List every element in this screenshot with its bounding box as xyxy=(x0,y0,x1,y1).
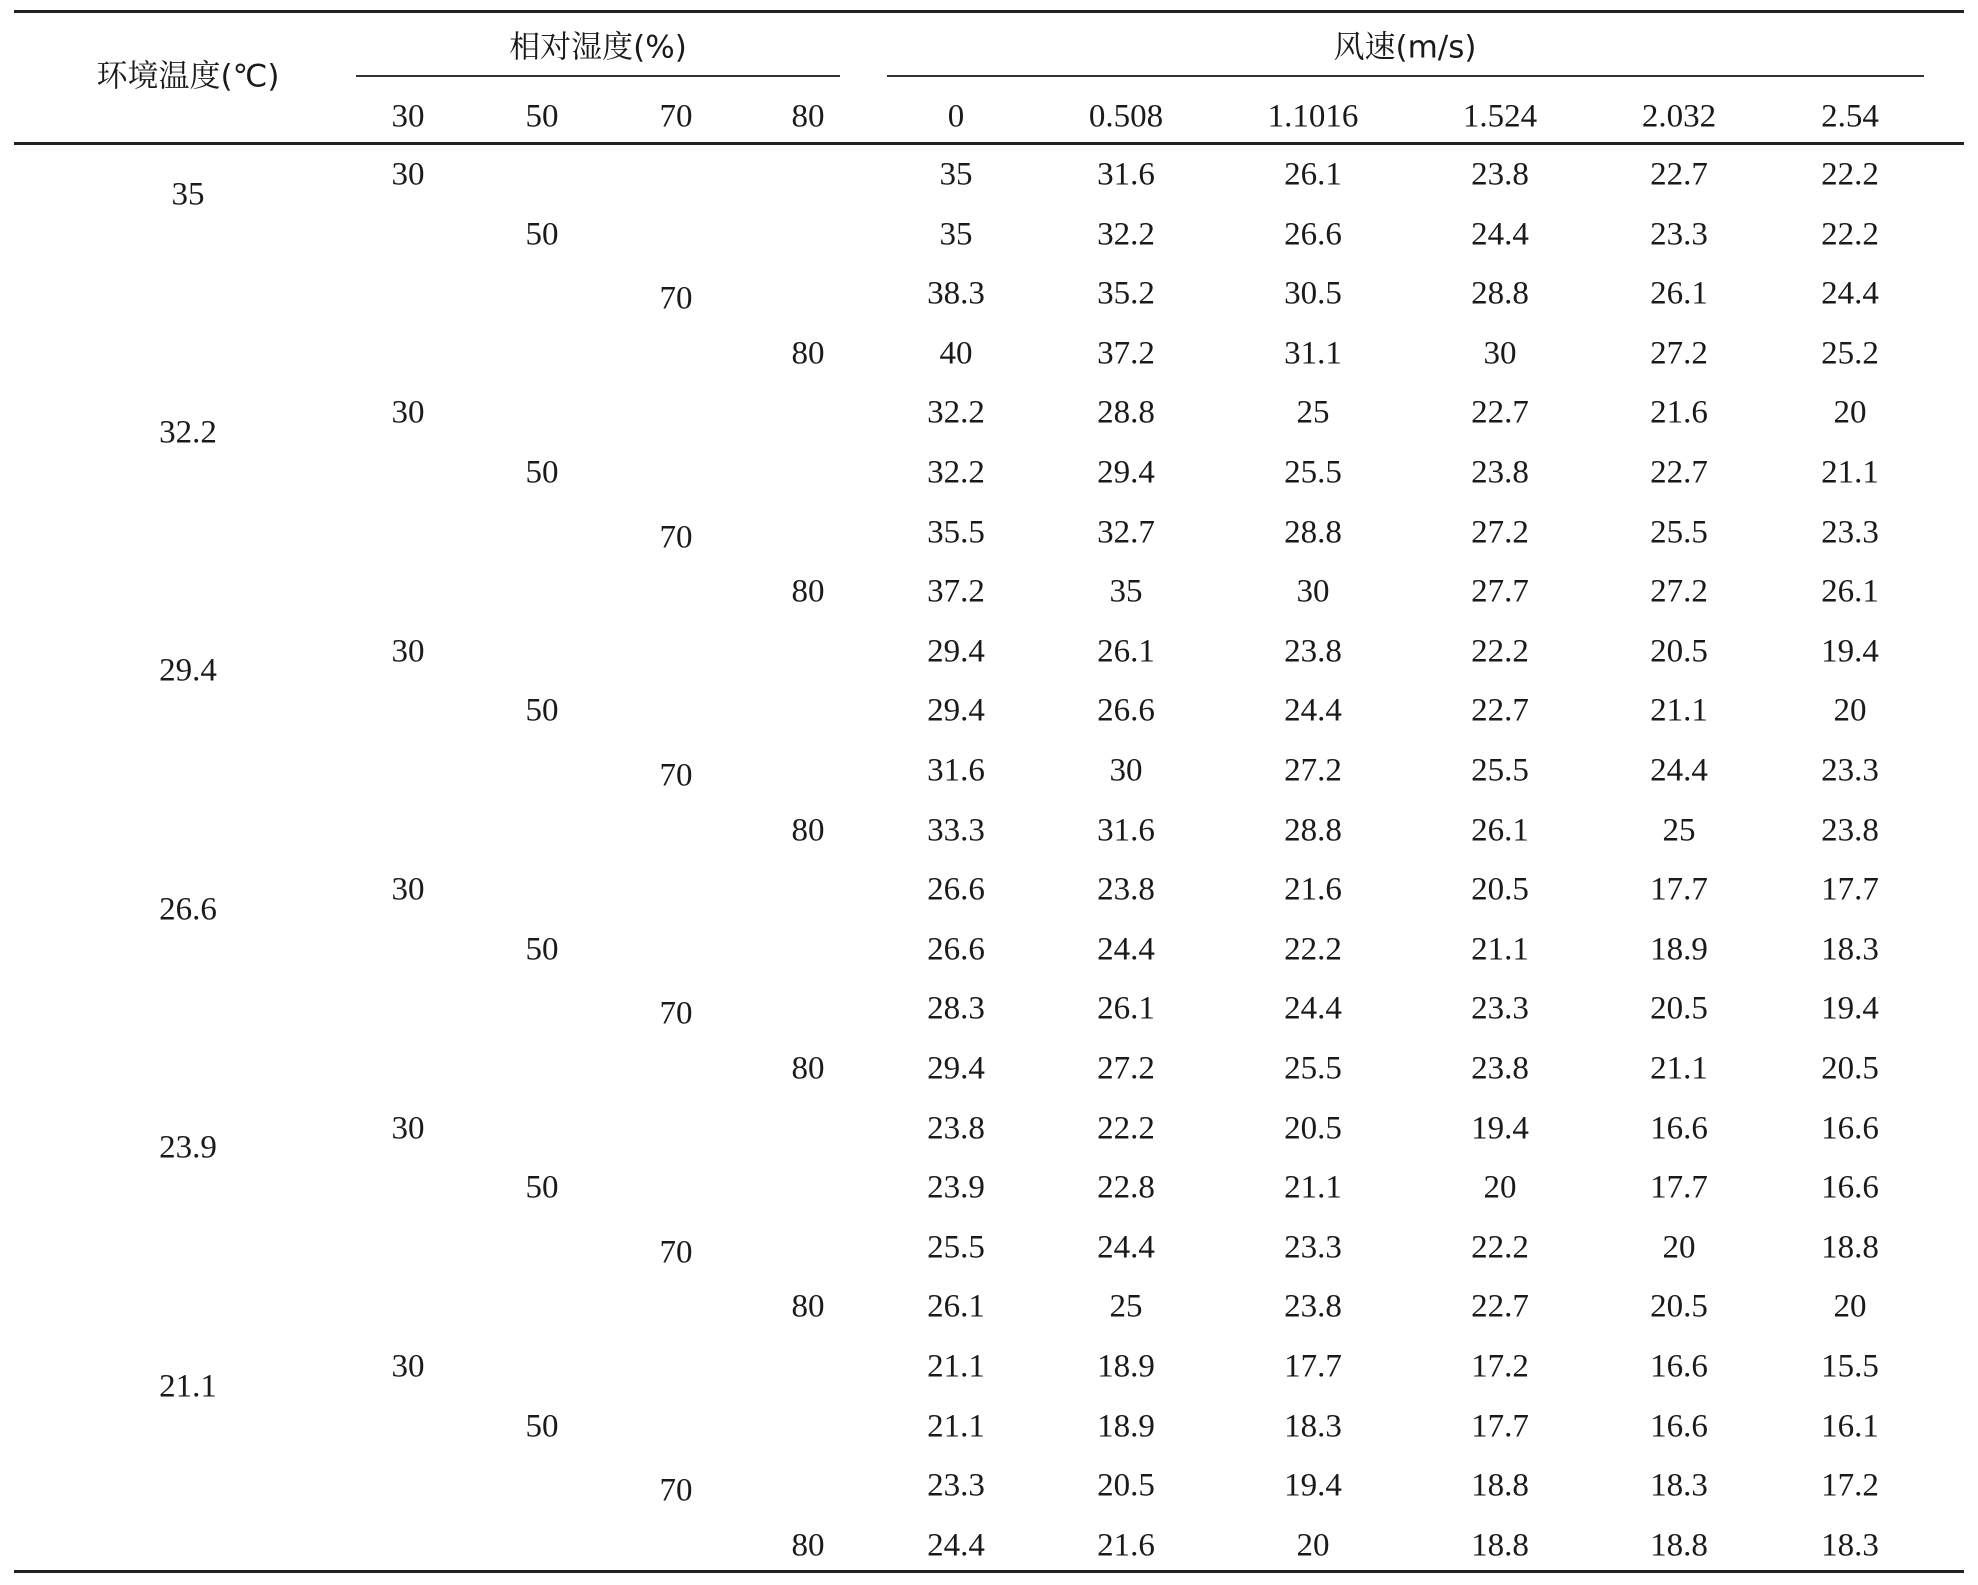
value-cell: 23.3 xyxy=(1821,752,1879,789)
value-cell: 26.1 xyxy=(1097,990,1155,1027)
value-cell: 31.6 xyxy=(1097,156,1155,193)
value-cell: 20.5 xyxy=(1471,871,1529,908)
value-cell: 40 xyxy=(939,335,973,372)
humidity-cell: 50 xyxy=(525,454,559,491)
value-cell: 24.4 xyxy=(1821,275,1879,312)
value-cell: 27.2 xyxy=(1650,573,1708,610)
value-cell: 24.4 xyxy=(1097,1229,1155,1266)
ambient-temp-cell: 23.9 xyxy=(159,1129,217,1166)
value-cell: 21.1 xyxy=(927,1408,985,1445)
value-cell: 21.1 xyxy=(1650,1050,1708,1087)
value-cell: 25 xyxy=(1662,812,1696,849)
value-cell: 23.8 xyxy=(1471,454,1529,491)
value-cell: 32.7 xyxy=(1097,514,1155,551)
value-cell: 22.2 xyxy=(1471,1229,1529,1266)
value-cell: 22.2 xyxy=(1471,633,1529,670)
value-cell: 26.1 xyxy=(1650,275,1708,312)
value-cell: 17.7 xyxy=(1821,871,1879,908)
value-cell: 16.6 xyxy=(1650,1408,1708,1445)
value-cell: 26.1 xyxy=(927,1288,985,1325)
value-cell: 29.4 xyxy=(927,633,985,670)
value-cell: 20.5 xyxy=(1650,1288,1708,1325)
value-cell: 26.1 xyxy=(1284,156,1342,193)
value-cell: 17.2 xyxy=(1471,1348,1529,1385)
humidity-cell: 70 xyxy=(659,757,693,794)
value-cell: 24.4 xyxy=(1650,752,1708,789)
ambient-temp-cell: 32.2 xyxy=(159,414,217,451)
humidity-cell: 70 xyxy=(659,1472,693,1509)
value-cell: 18.8 xyxy=(1471,1467,1529,1504)
value-cell: 18.8 xyxy=(1471,1527,1529,1564)
value-cell: 28.8 xyxy=(1284,514,1342,551)
value-cell: 19.4 xyxy=(1821,990,1879,1027)
wind-col-header: 1.524 xyxy=(1462,98,1538,135)
value-cell: 29.4 xyxy=(1097,454,1155,491)
value-cell: 35 xyxy=(1109,573,1143,610)
humidity-cell: 30 xyxy=(391,394,425,431)
humidity-cell: 80 xyxy=(791,1050,825,1087)
value-cell: 23.8 xyxy=(1471,1050,1529,1087)
value-cell: 22.2 xyxy=(1097,1110,1155,1147)
value-cell: 21.1 xyxy=(1284,1169,1342,1206)
value-cell: 37.2 xyxy=(927,573,985,610)
value-cell: 22.7 xyxy=(1471,692,1529,729)
value-cell: 24.4 xyxy=(1097,931,1155,968)
value-cell: 20.5 xyxy=(1284,1110,1342,1147)
value-cell: 18.3 xyxy=(1650,1467,1708,1504)
humidity-cell: 80 xyxy=(791,1527,825,1564)
value-cell: 22.2 xyxy=(1821,216,1879,253)
value-cell: 18.3 xyxy=(1821,931,1879,968)
wind-col-header: 1.1016 xyxy=(1267,98,1359,135)
value-cell: 20.5 xyxy=(1650,633,1708,670)
humidity-col-header: 70 xyxy=(659,98,693,135)
value-cell: 37.2 xyxy=(1097,335,1155,372)
humidity-cell: 30 xyxy=(391,1110,425,1147)
value-cell: 28.8 xyxy=(1097,394,1155,431)
value-cell: 26.1 xyxy=(1471,812,1529,849)
humidity-cell: 30 xyxy=(391,156,425,193)
value-cell: 21.1 xyxy=(1821,454,1879,491)
value-cell: 31.6 xyxy=(927,752,985,789)
value-cell: 23.8 xyxy=(1284,633,1342,670)
value-cell: 28.8 xyxy=(1284,812,1342,849)
value-cell: 20 xyxy=(1833,1288,1867,1325)
value-cell: 26.1 xyxy=(1097,633,1155,670)
humidity-cell: 50 xyxy=(525,1169,559,1206)
value-cell: 26.6 xyxy=(927,931,985,968)
value-cell: 17.7 xyxy=(1650,871,1708,908)
value-cell: 35.5 xyxy=(927,514,985,551)
humidity-cell: 30 xyxy=(391,871,425,908)
value-cell: 23.3 xyxy=(1821,514,1879,551)
ambient-temp-cell: 35 xyxy=(171,176,205,213)
value-cell: 20 xyxy=(1296,1527,1330,1564)
humidity-col-header: 50 xyxy=(525,98,559,135)
humidity-cell: 50 xyxy=(525,1408,559,1445)
value-cell: 23.3 xyxy=(1650,216,1708,253)
value-cell: 18.9 xyxy=(1097,1408,1155,1445)
humidity-cell: 30 xyxy=(391,1348,425,1385)
value-cell: 23.8 xyxy=(927,1110,985,1147)
value-cell: 20.5 xyxy=(1650,990,1708,1027)
value-cell: 32.2 xyxy=(1097,216,1155,253)
value-cell: 23.3 xyxy=(927,1467,985,1504)
value-cell: 25.5 xyxy=(1284,1050,1342,1087)
value-cell: 18.8 xyxy=(1650,1527,1708,1564)
value-cell: 23.8 xyxy=(1284,1288,1342,1325)
value-cell: 22.7 xyxy=(1471,1288,1529,1325)
value-cell: 29.4 xyxy=(927,1050,985,1087)
value-cell: 21.6 xyxy=(1650,394,1708,431)
value-cell: 22.7 xyxy=(1650,156,1708,193)
humidity-cell: 80 xyxy=(791,335,825,372)
humidity-cell: 70 xyxy=(659,1234,693,1271)
value-cell: 23.8 xyxy=(1471,156,1529,193)
value-cell: 16.6 xyxy=(1650,1348,1708,1385)
value-cell: 20 xyxy=(1833,394,1867,431)
value-cell: 26.6 xyxy=(1284,216,1342,253)
value-cell: 24.4 xyxy=(927,1527,985,1564)
value-cell: 22.7 xyxy=(1650,454,1708,491)
humidity-cell: 50 xyxy=(525,931,559,968)
wind-col-header: 2.54 xyxy=(1821,98,1879,135)
value-cell: 25 xyxy=(1296,394,1330,431)
value-cell: 27.2 xyxy=(1284,752,1342,789)
value-cell: 25.5 xyxy=(1650,514,1708,551)
value-cell: 24.4 xyxy=(1471,216,1529,253)
value-cell: 17.7 xyxy=(1650,1169,1708,1206)
humidity-col-header: 80 xyxy=(791,98,825,135)
value-cell: 20 xyxy=(1483,1169,1517,1206)
value-cell: 25 xyxy=(1109,1288,1143,1325)
value-cell: 26.6 xyxy=(1097,692,1155,729)
wind-col-header: 2.032 xyxy=(1641,98,1717,135)
value-cell: 16.6 xyxy=(1821,1169,1879,1206)
value-cell: 19.4 xyxy=(1284,1467,1342,1504)
value-cell: 20 xyxy=(1662,1229,1696,1266)
value-cell: 26.6 xyxy=(927,871,985,908)
value-cell: 19.4 xyxy=(1821,633,1879,670)
value-cell: 18.9 xyxy=(1650,931,1708,968)
top-rule xyxy=(14,10,1964,13)
humidity-cell: 30 xyxy=(391,633,425,670)
value-cell: 31.1 xyxy=(1284,335,1342,372)
value-cell: 16.1 xyxy=(1821,1408,1879,1445)
value-cell: 21.6 xyxy=(1097,1527,1155,1564)
value-cell: 25.5 xyxy=(927,1229,985,1266)
humidity-cell: 50 xyxy=(525,216,559,253)
ambient-temp-header: 环境温度(℃) xyxy=(96,58,280,95)
value-cell: 20.5 xyxy=(1097,1467,1155,1504)
value-cell: 17.2 xyxy=(1821,1467,1879,1504)
ambient-temp-cell: 26.6 xyxy=(159,891,217,928)
humidity-col-header: 30 xyxy=(391,98,425,135)
value-cell: 21.1 xyxy=(927,1348,985,1385)
value-cell: 35 xyxy=(939,156,973,193)
value-cell: 27.7 xyxy=(1471,573,1529,610)
value-cell: 25.2 xyxy=(1821,335,1879,372)
value-cell: 22.7 xyxy=(1471,394,1529,431)
value-cell: 32.2 xyxy=(927,394,985,431)
humidity-cell: 50 xyxy=(525,692,559,729)
value-cell: 15.5 xyxy=(1821,1348,1879,1385)
value-cell: 18.3 xyxy=(1821,1527,1879,1564)
humidity-cell: 80 xyxy=(791,812,825,849)
value-cell: 24.4 xyxy=(1284,692,1342,729)
value-cell: 35 xyxy=(939,216,973,253)
value-cell: 27.2 xyxy=(1650,335,1708,372)
value-cell: 21.1 xyxy=(1471,931,1529,968)
value-cell: 17.7 xyxy=(1284,1348,1342,1385)
ambient-temp-cell: 21.1 xyxy=(159,1368,217,1405)
value-cell: 19.4 xyxy=(1471,1110,1529,1147)
value-cell: 22.2 xyxy=(1821,156,1879,193)
value-cell: 30.5 xyxy=(1284,275,1342,312)
value-cell: 20 xyxy=(1833,692,1867,729)
wind-group-header: 风速(m/s) xyxy=(1333,29,1477,66)
humidity-cell: 80 xyxy=(791,573,825,610)
value-cell: 23.9 xyxy=(927,1169,985,1206)
humidity-cell: 70 xyxy=(659,280,693,317)
humidity-group-header: 相对湿度(%) xyxy=(509,29,687,66)
value-cell: 28.8 xyxy=(1471,275,1529,312)
value-cell: 32.2 xyxy=(927,454,985,491)
value-cell: 16.6 xyxy=(1650,1110,1708,1147)
value-cell: 18.3 xyxy=(1284,1408,1342,1445)
value-cell: 38.3 xyxy=(927,275,985,312)
humidity-cell: 70 xyxy=(659,519,693,556)
humidity-cell: 70 xyxy=(659,995,693,1032)
value-cell: 22.8 xyxy=(1097,1169,1155,1206)
value-cell: 23.8 xyxy=(1097,871,1155,908)
value-cell: 18.9 xyxy=(1097,1348,1155,1385)
value-cell: 35.2 xyxy=(1097,275,1155,312)
value-cell: 30 xyxy=(1109,752,1143,789)
wind-col-header: 0.508 xyxy=(1088,98,1164,135)
value-cell: 23.3 xyxy=(1471,990,1529,1027)
value-cell: 23.3 xyxy=(1284,1229,1342,1266)
value-cell: 23.8 xyxy=(1821,812,1879,849)
value-cell: 16.6 xyxy=(1821,1110,1879,1147)
humidity-group-rule xyxy=(356,75,840,77)
value-cell: 21.1 xyxy=(1650,692,1708,729)
value-cell: 27.2 xyxy=(1471,514,1529,551)
value-cell: 26.1 xyxy=(1821,573,1879,610)
ambient-temp-cell: 29.4 xyxy=(159,652,217,689)
wind-col-header: 0 xyxy=(947,98,965,135)
header-rule xyxy=(14,142,1964,145)
value-cell: 25.5 xyxy=(1284,454,1342,491)
value-cell: 29.4 xyxy=(927,692,985,729)
value-cell: 31.6 xyxy=(1097,812,1155,849)
value-cell: 30 xyxy=(1296,573,1330,610)
value-cell: 18.8 xyxy=(1821,1229,1879,1266)
value-cell: 28.3 xyxy=(927,990,985,1027)
value-cell: 17.7 xyxy=(1471,1408,1529,1445)
value-cell: 27.2 xyxy=(1097,1050,1155,1087)
wind-group-rule xyxy=(887,75,1924,77)
value-cell: 21.6 xyxy=(1284,871,1342,908)
value-cell: 24.4 xyxy=(1284,990,1342,1027)
value-cell: 33.3 xyxy=(927,812,985,849)
humidity-cell: 80 xyxy=(791,1288,825,1325)
bottom-rule xyxy=(14,1570,1964,1573)
value-cell: 30 xyxy=(1483,335,1517,372)
value-cell: 25.5 xyxy=(1471,752,1529,789)
value-cell: 22.2 xyxy=(1284,931,1342,968)
value-cell: 20.5 xyxy=(1821,1050,1879,1087)
